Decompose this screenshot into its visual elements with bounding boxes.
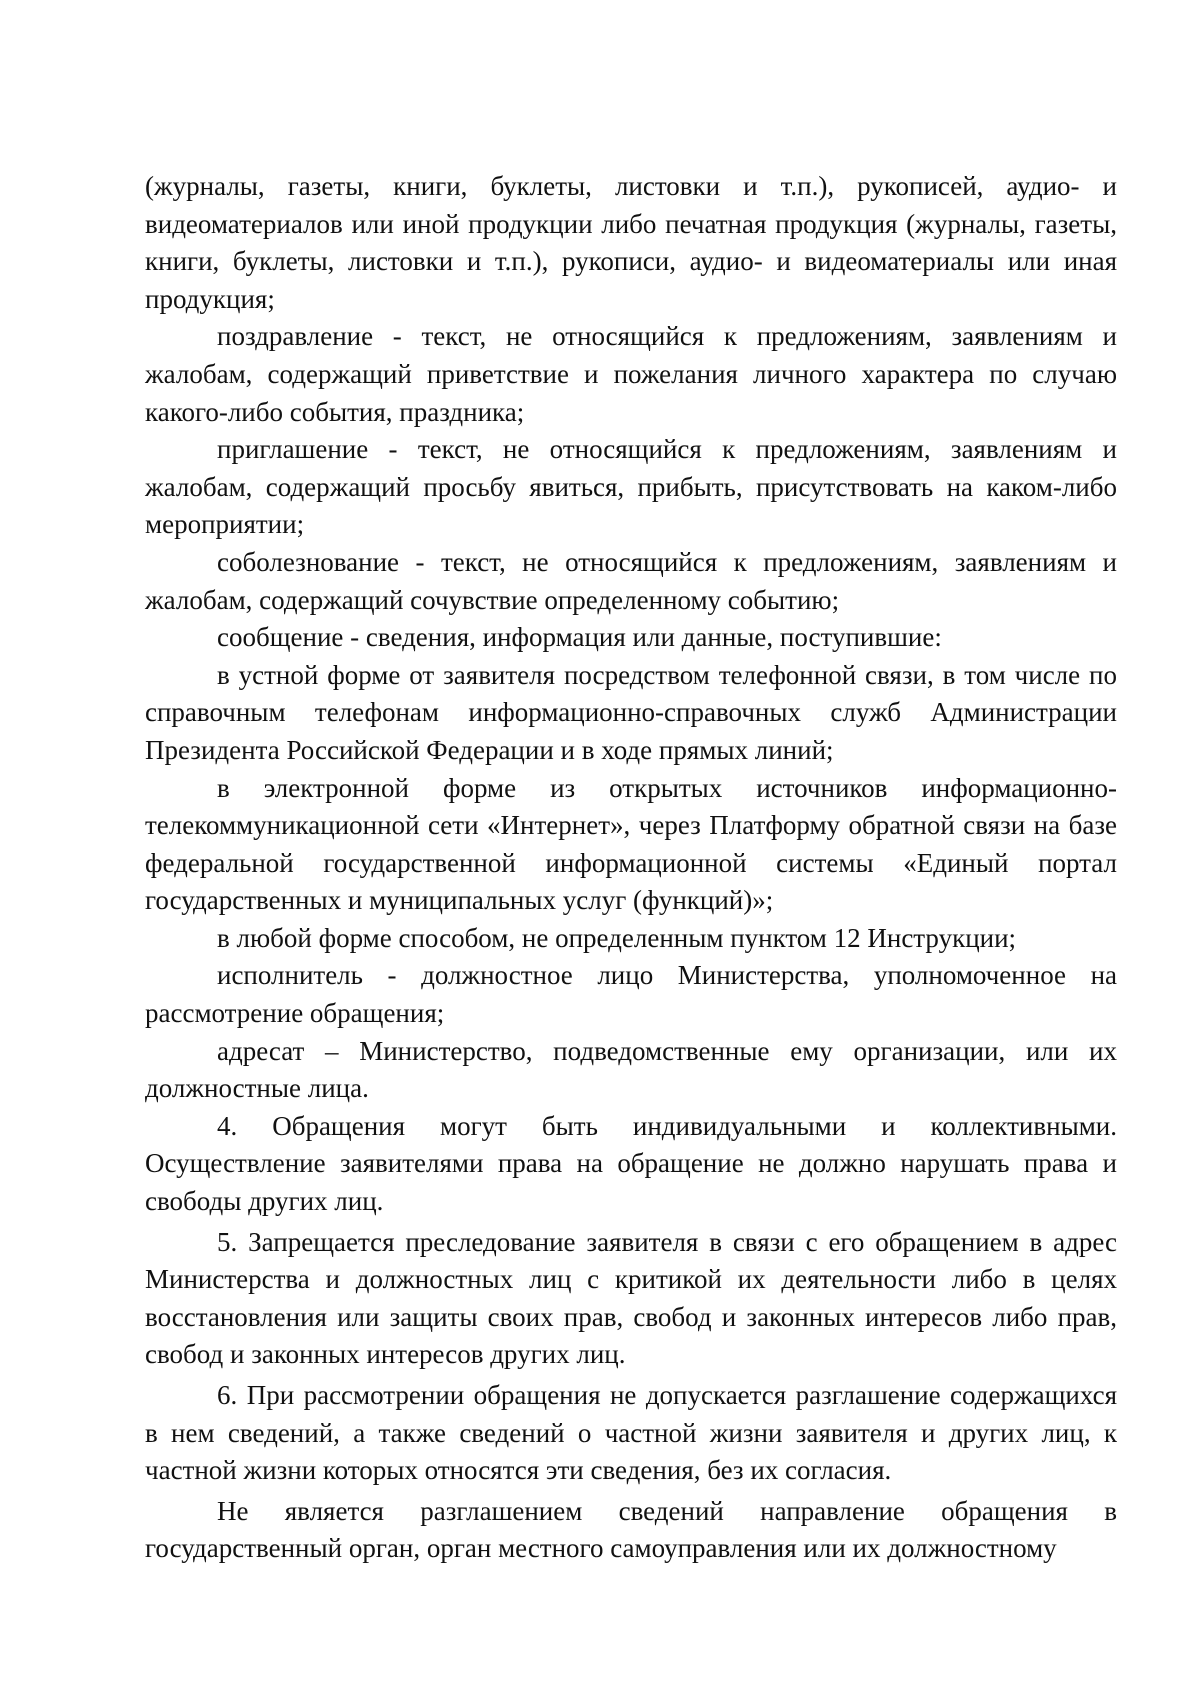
paragraph-item-6: 6. При рассмотрении обращения не допускается разглашение содержащихся в нем сведений, а также сведений о частной жизни заявителя и других лиц, к частной жизни которых относятся эти сведения, без их согласия.: [145, 1380, 1117, 1486]
paragraph-disclosure: Не является разглашением сведений направление обращения в государственный орган, орган местного самоуправления или их должностному: [145, 1495, 1117, 1564]
paragraph-electronic-form: в электронной форме из открытых источников информационно-телекоммуникационной сети «Интернет», через Платформу обратной связи на базе федеральной государственной информационной системы «Единый портал государственных и муниципальных услуг (функций)»;: [145, 772, 1117, 916]
paragraph-message: сообщение - сведения, информация или данные, поступившие:: [217, 622, 942, 653]
paragraph-item-5: 5. Запрещается преследование заявителя в связи с его обращением в адрес Министерства и должностных лиц с критикой их деятельности либо в целях восстановления или защиты своих прав, свобод и законных интересов либо прав, свобод и законных интересов других лиц.: [145, 1226, 1117, 1370]
paragraph-any-form: в любой форме способом, не определенным пунктом 12 Инструкции;: [217, 922, 1017, 953]
paragraph-congratulation: поздравление - текст, не относящийся к предложениям, заявлениям и жалобам, содержащий приветствие и пожелания личного характера по случаю какого-либо события, праздника;: [145, 321, 1117, 427]
document-body: [145, 168, 1117, 1568]
paragraph-item-4: 4. Обращения могут быть индивидуальными и коллективными. Осуществление заявителями права на обращение не должно нарушать права и свободы других лиц.: [145, 1110, 1117, 1217]
paragraph-oral-form: в устной форме от заявителя посредством телефонной связи, в том числе по справочным телефонам информационно-справочных служб Администрации Президента Российской Федерации и в ходе прямых линий;: [145, 659, 1117, 765]
paragraph-invitation: приглашение - текст, не относящийся к предложениям, заявлениям и жалобам, содержащий просьбу явиться, прибыть, присутствовать на каком-либо мероприятии;: [145, 434, 1117, 540]
paragraph-print-products: (журналы, газеты, книги, буклеты, листовки и т.п.), рукописей, аудио- и видеоматериалов или иной продукции либо печатная продукция (журналы, газеты, книги, буклеты, листовки и т.п.), рукописи, аудио- и видеоматериалы или иная продукция;: [145, 171, 1117, 314]
paragraph-executor: исполнитель - должностное лицо Министерства, уполномоченное на рассмотрение обращения;: [145, 960, 1117, 1029]
paragraph-addressee: адресат – Министерство, подведомственные ему организации, или их должностные лица.: [145, 1035, 1117, 1104]
paragraph-condolence: соболезнование - текст, не относящийся к предложениям, заявлениям и жалобам, содержащий сочувствие определенному событию;: [145, 546, 1117, 615]
